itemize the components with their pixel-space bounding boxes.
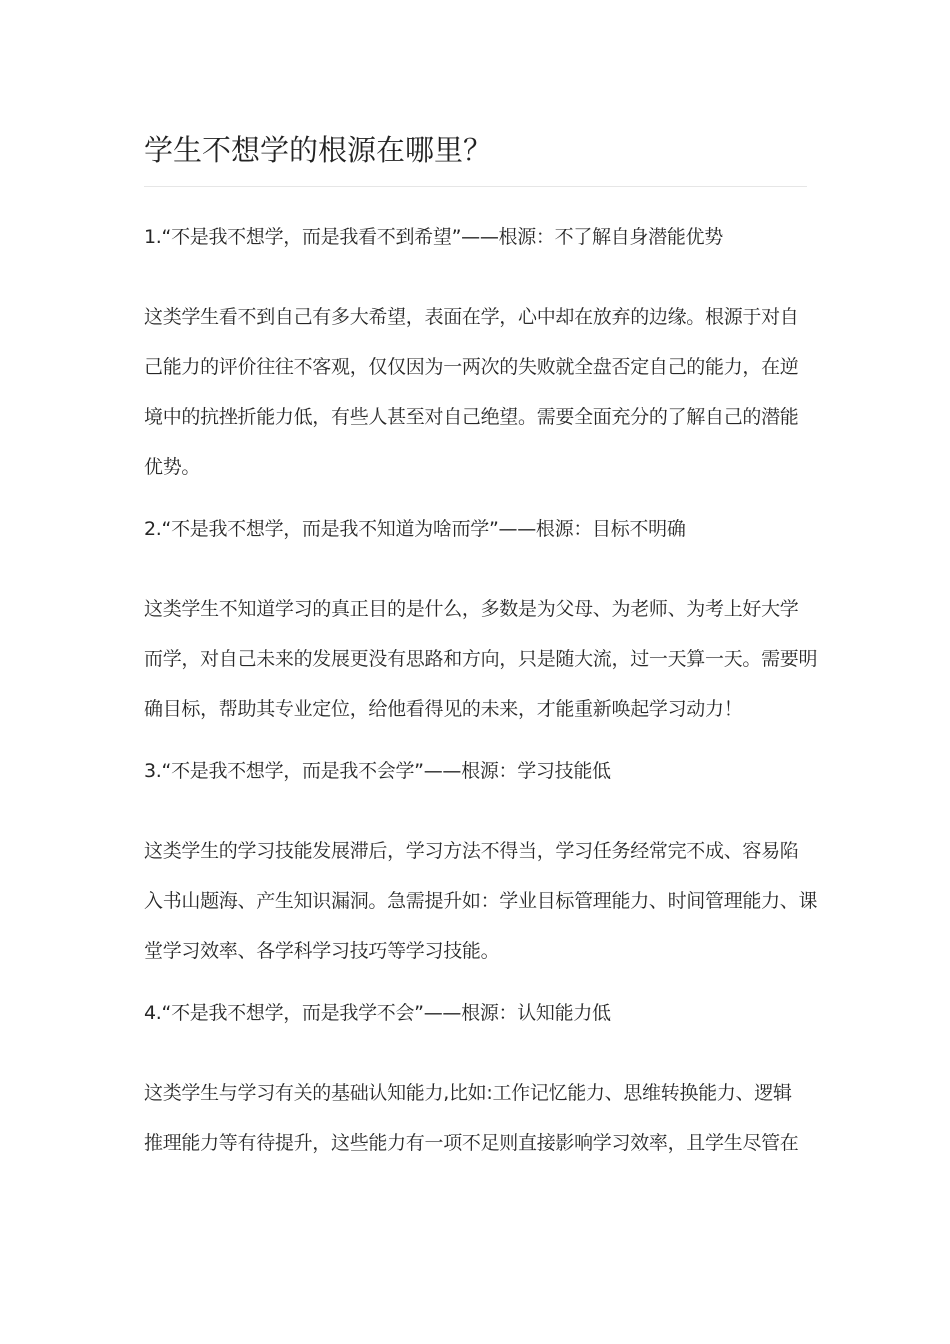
paragraph-line: 这类学生看不到自己有多大希望，表面在学，心中却在放弃的边缘。根源于对自 [144,306,799,328]
section-heading-1: 1.“不是我不想学，而是我看不到希望”——根源：不了解自身潜能优势 [144,226,723,248]
section-heading-3: 3.“不是我不想学，而是我不会学”——根源：学习技能低 [144,760,611,782]
paragraph-line: 推理能力等有待提升，这些能力有一项不足则直接影响学习效率，且学生尽管在 [144,1132,799,1154]
section-paragraph-2 [144,584,818,734]
section-paragraph-4 [144,1068,807,1168]
paragraph-line: 己能力的评价往往不客观，仅仅因为一两次的失败就全盘否定自己的能力，在逆 [144,356,799,378]
document-title: 学生不想学的根源在哪里？ [144,133,493,167]
section-paragraph-3 [144,826,818,976]
paragraph-line: 这类学生的学习技能发展滞后，学习方法不得当，学习任务经常完不成、容易陷 [144,840,799,862]
section-paragraph-1 [144,292,807,492]
section-heading-4: 4.“不是我不想学，而是我学不会”——根源：认知能力低 [144,1002,611,1024]
document-body [144,220,818,1168]
paragraph-line: 确目标，帮助其专业定位，给他看得见的未来，才能重新唤起学习动力！ [144,698,743,720]
paragraph-line: 入书山题海、产生知识漏洞。急需提升如：学业目标管理能力、时间管理能力、课 [144,890,818,912]
paragraph-line: 这类学生与学习有关的基础认知能力,比如:工作记忆能力、思维转换能力、逻辑 [144,1082,792,1104]
paragraph-line: 这类学生不知道学习的真正目的是什么，多数是为父母、为老师、为考上好大学 [144,598,799,620]
paragraph-line: 堂学习效率、各学科学习技巧等学习技能。 [144,940,500,962]
section-heading-2: 2.“不是我不想学，而是我不知道为啥而学”——根源：目标不明确 [144,518,686,540]
paragraph-line: 而学，对自己未来的发展更没有思路和方向，只是随大流，过一天算一天。需要明 [144,648,818,670]
paragraph-line: 优势。 [144,456,201,478]
title-divider [144,186,807,187]
paragraph-line: 境中的抗挫折能力低，有些人甚至对自己绝望。需要全面充分的了解自己的潜能 [144,406,799,428]
